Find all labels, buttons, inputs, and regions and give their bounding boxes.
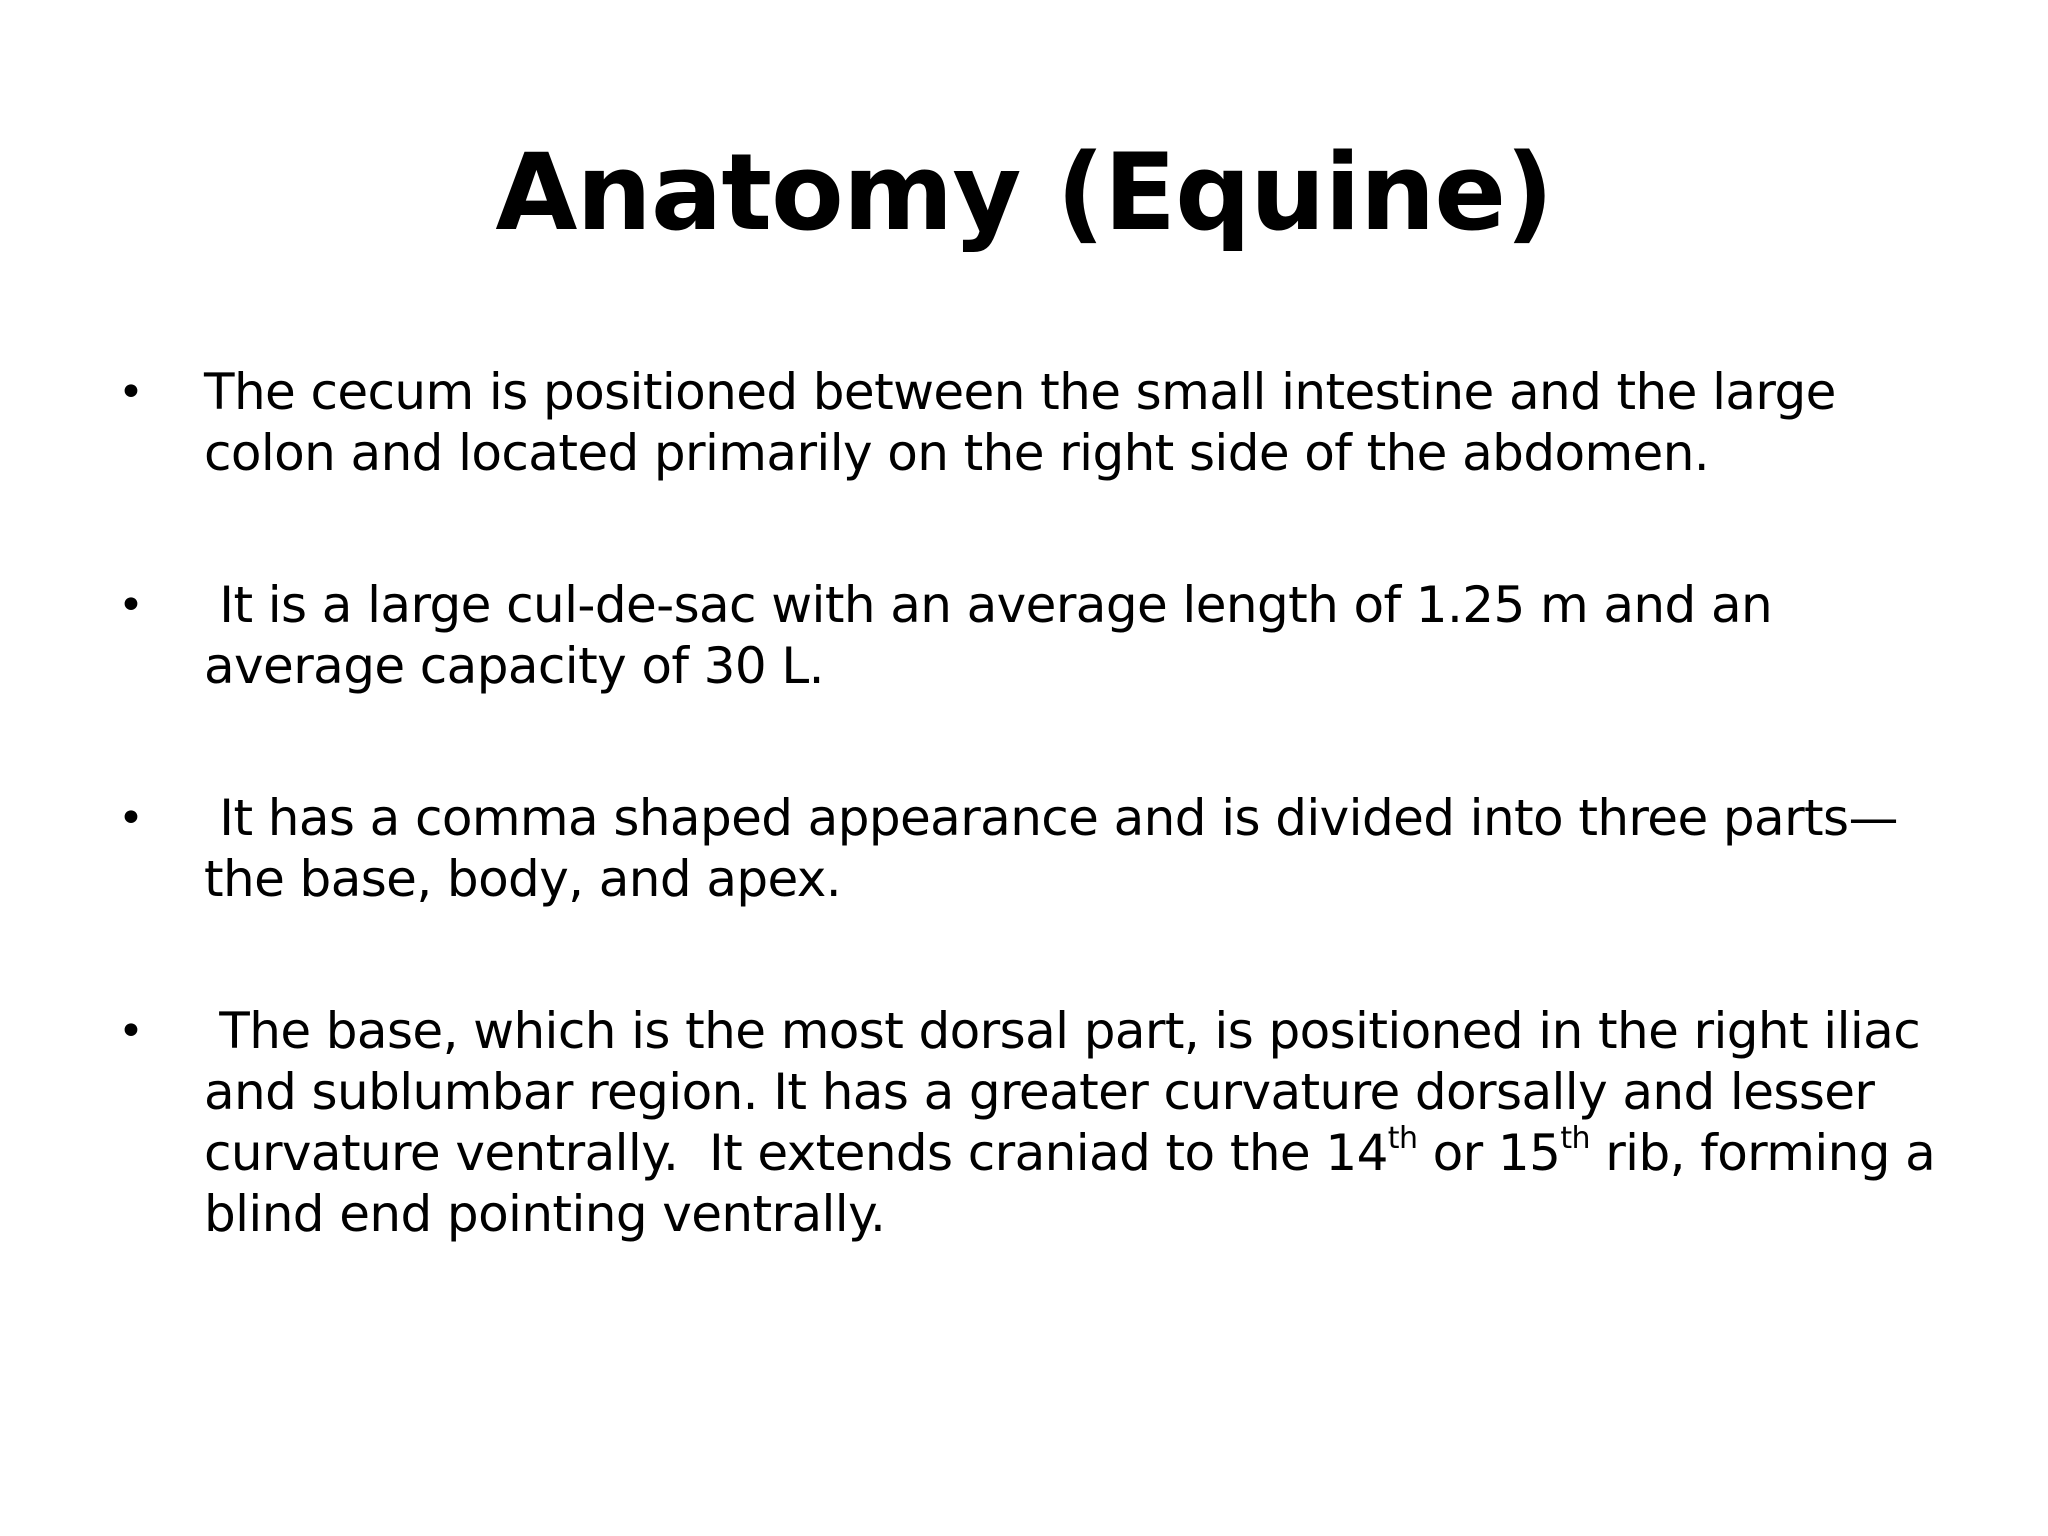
ordinal-suffix: th — [1387, 1121, 1418, 1156]
bullet-text: The cecum is positioned between the small intestine and the large colon and located primarily on the right side of the abdomen. — [204, 363, 1852, 482]
bullet-text: It has a comma shaped appearance and is divided into three parts—the base, body, and apex. — [204, 789, 1898, 908]
bullet-icon: • — [118, 793, 144, 844]
bullet-text-part: The base, which is the most dorsal part, is positioned in the right iliac and sublumbar region. It has a greater curvature dorsally and lesser curvature ventrally. It extends craniad to the 14 — [204, 1002, 1936, 1182]
bullet-item — [118, 788, 1958, 910]
bullet-icon: • — [118, 1006, 144, 1057]
bullet-icon: • — [118, 580, 144, 631]
bullet-item — [118, 1001, 1958, 1245]
bullet-list — [118, 362, 1958, 1336]
slide-title: Anatomy (Equine) — [495, 131, 1553, 254]
bullet-item — [118, 362, 1958, 484]
bullet-text-part: or 15 — [1417, 1124, 1561, 1182]
bullet-icon: • — [118, 367, 144, 418]
bullet-text — [204, 1002, 1951, 1243]
bullet-item — [118, 575, 1958, 697]
bullet-text-part: rib, forming a blind end pointing ventrally. — [204, 1124, 1951, 1243]
ordinal-suffix: th — [1560, 1121, 1590, 1156]
bullet-text: It is a large cul-de-sac with an average length of 1.25 m and an average capacity of 30 L. — [204, 576, 1788, 695]
